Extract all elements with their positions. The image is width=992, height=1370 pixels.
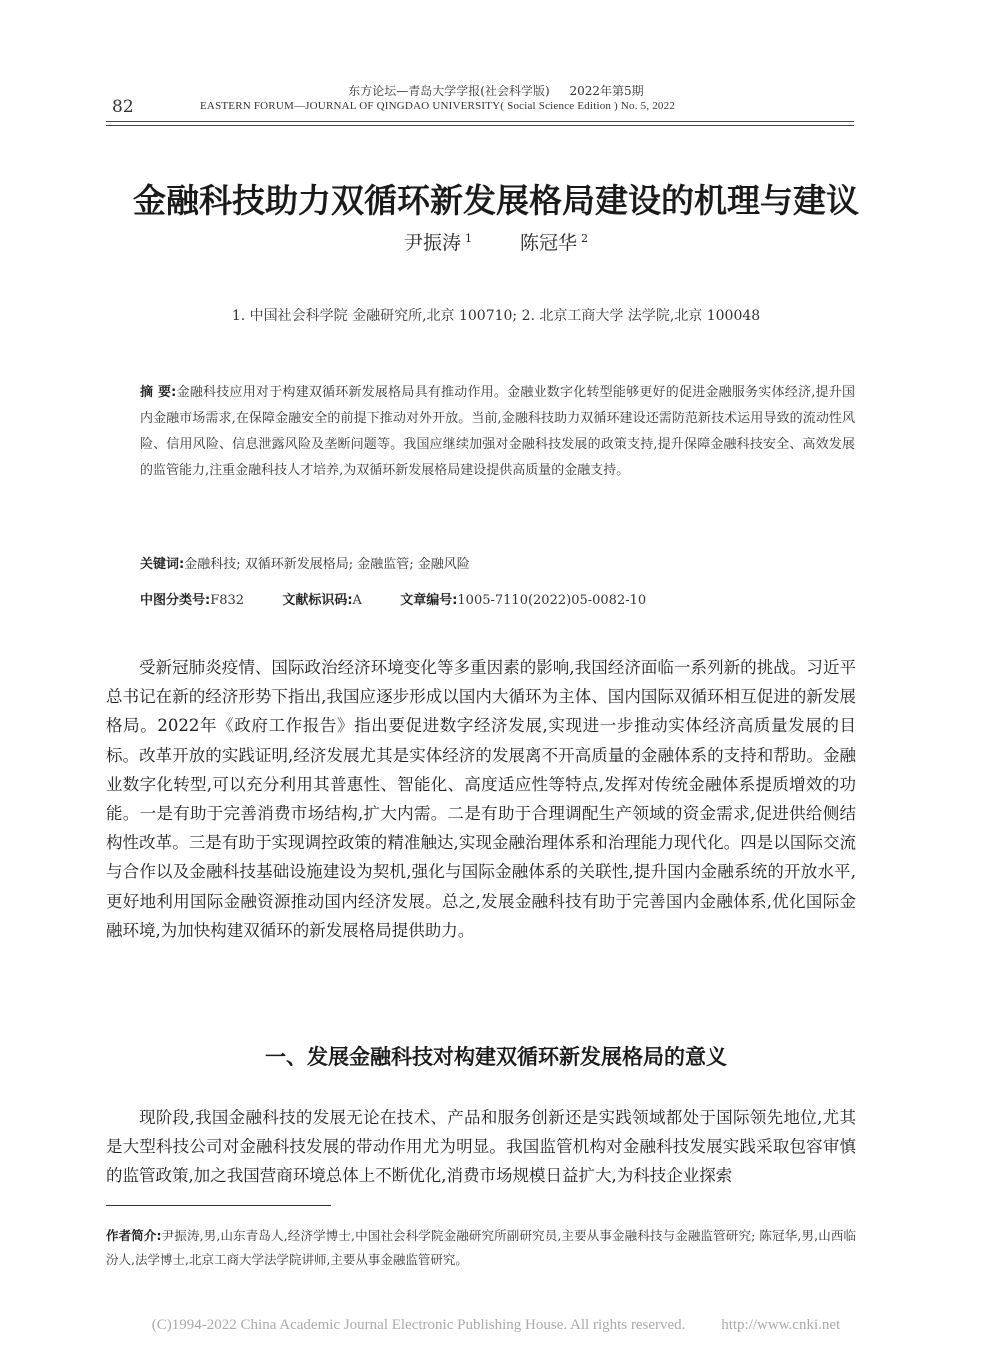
footnote-text: 尹振涛,男,山东青岛人,经济学博士,中国社会科学院金融研究所副研究员,主要从事金融科技与金融监管研究; 陈冠华,男,山西临汾人,法学博士,北京工商大学法学院讲师,主要从事金融监管研究。 (106, 1228, 856, 1267)
classification-line (140, 589, 646, 608)
issue-cn: 2022年第5期 (569, 84, 644, 98)
cnki-link[interactable]: http://www.cnki.net (721, 1317, 841, 1333)
header-rule-thin (106, 125, 854, 126)
author-name: 尹振涛 (403, 232, 461, 254)
author-affil-mark: 1 (464, 232, 472, 245)
keywords-text: 金融科技; 双循环新发展格局; 金融监管; 金融风险 (184, 557, 470, 572)
keywords-label: 关键词: (140, 557, 185, 572)
abstract (140, 380, 855, 484)
copyright-footer (0, 1317, 992, 1334)
doc-code-value: A (352, 593, 362, 608)
journal-name-cn: 东方论坛—青岛大学学报(社会科学版) (348, 84, 550, 98)
author-line (0, 228, 992, 255)
article-number-value: 1005-7110(2022)05-0082-10 (457, 593, 647, 608)
keywords (140, 553, 470, 572)
author-affil-mark: 2 (581, 232, 589, 245)
clc-value: F832 (210, 593, 245, 608)
article-title: 金融科技助力双循环新发展格局建设的机理与建议 (133, 181, 859, 220)
doc-code-label: 文献标识码: (282, 593, 353, 608)
header-rule-thick (106, 121, 854, 122)
running-header-en: EASTERN FORUM—JOURNAL OF QINGDAO UNIVERSITY( Social Science Edition ) No. 5, 2022 (200, 100, 676, 112)
author-footnote (106, 1224, 856, 1272)
page-number: 82 (112, 97, 134, 117)
clc-label: 中图分类号: (140, 593, 211, 608)
footnote-rule (106, 1205, 331, 1206)
affiliation: 1. 中国社会科学院 金融研究所,北京 100710; 2. 北京工商大学 法学院,北京 100048 (231, 308, 761, 324)
running-header-cn (0, 82, 992, 99)
abstract-label: 摘 要: (140, 385, 177, 400)
footnote-label: 作者简介: (106, 1228, 162, 1243)
section-heading: 一、发展金融科技对构建双循环新发展格局的意义 (265, 1045, 727, 1069)
body-paragraph-intro: 受新冠肺炎疫情、国际政治经济环境变化等多重因素的影响,我国经济面临一系列新的挑战。习近平总书记在新的经济形势下指出,我国应逐步形成以国内大循环为主体、国内国际双循环相互促进的新发展格局。2022年《政府工作报告》指出要促进数字经济发展,实现进一步推动实体经济高质量发展的目标。改革开放的实践证明,经济发展尤其是实体经济的发展离不开高质量的金融体系的支持和帮助。金融业数字化转型,可以充分利用其普惠性、智能化、高度适应性等特点,发挥对传统金融体系提质增效的功能。一是有助于完善消费市场结构,扩大内需。二是有助于合理调配生产领域的资金需求,促进供给侧结构性改革。三是有助于实现调控政策的精准触达,实现金融治理体系和治理能力现代化。四是以国际交流与合作以及金融科技基础设施建设为契机,强化与国际金融体系的关联性,提升国内金融系统的开放水平,更好地利用国际金融资源推动国内经济发展。总之,发展金融科技有助于完善国内金融体系,优化国际金融环境,为加快构建双循环的新发展格局提供助力。 (106, 658, 856, 940)
body-paragraph-section1: 现阶段,我国金融科技的发展无论在技术、产品和服务创新还是实践领域都处于国际领先地位,尤其是大型科技公司对金融科技发展的带动作用尤为明显。我国监管机构对金融科技发展实践采取包容审慎的监管政策,加之我国营商环境总体上不断优化,消费市场规模日益扩大,为科技企业探索 (106, 1108, 856, 1186)
copyright-text: (C)1994-2022 China Academic Journal Electronic Publishing House. All rights reserved. (151, 1317, 686, 1333)
abstract-text: 金融科技应用对于构建双循环新发展格局具有推动作用。金融业数字化转型能够更好的促进金融服务实体经济,提升国内金融市场需求,在保障金融安全的前提下推动对外开放。当前,金融科技助力双循环建设还需防范新技术运用导致的流动性风险、信用风险、信息泄露风险及垄断问题等。我国应继续加强对金融科技发展的政策支持,提升保障金融科技安全、高效发展的监管能力,注重金融科技人才培养,为双循环新发展格局建设提供高质量的金融支持。 (140, 385, 855, 478)
article-number-label: 文章编号: (400, 593, 458, 608)
author-name: 陈冠华 (520, 232, 578, 254)
